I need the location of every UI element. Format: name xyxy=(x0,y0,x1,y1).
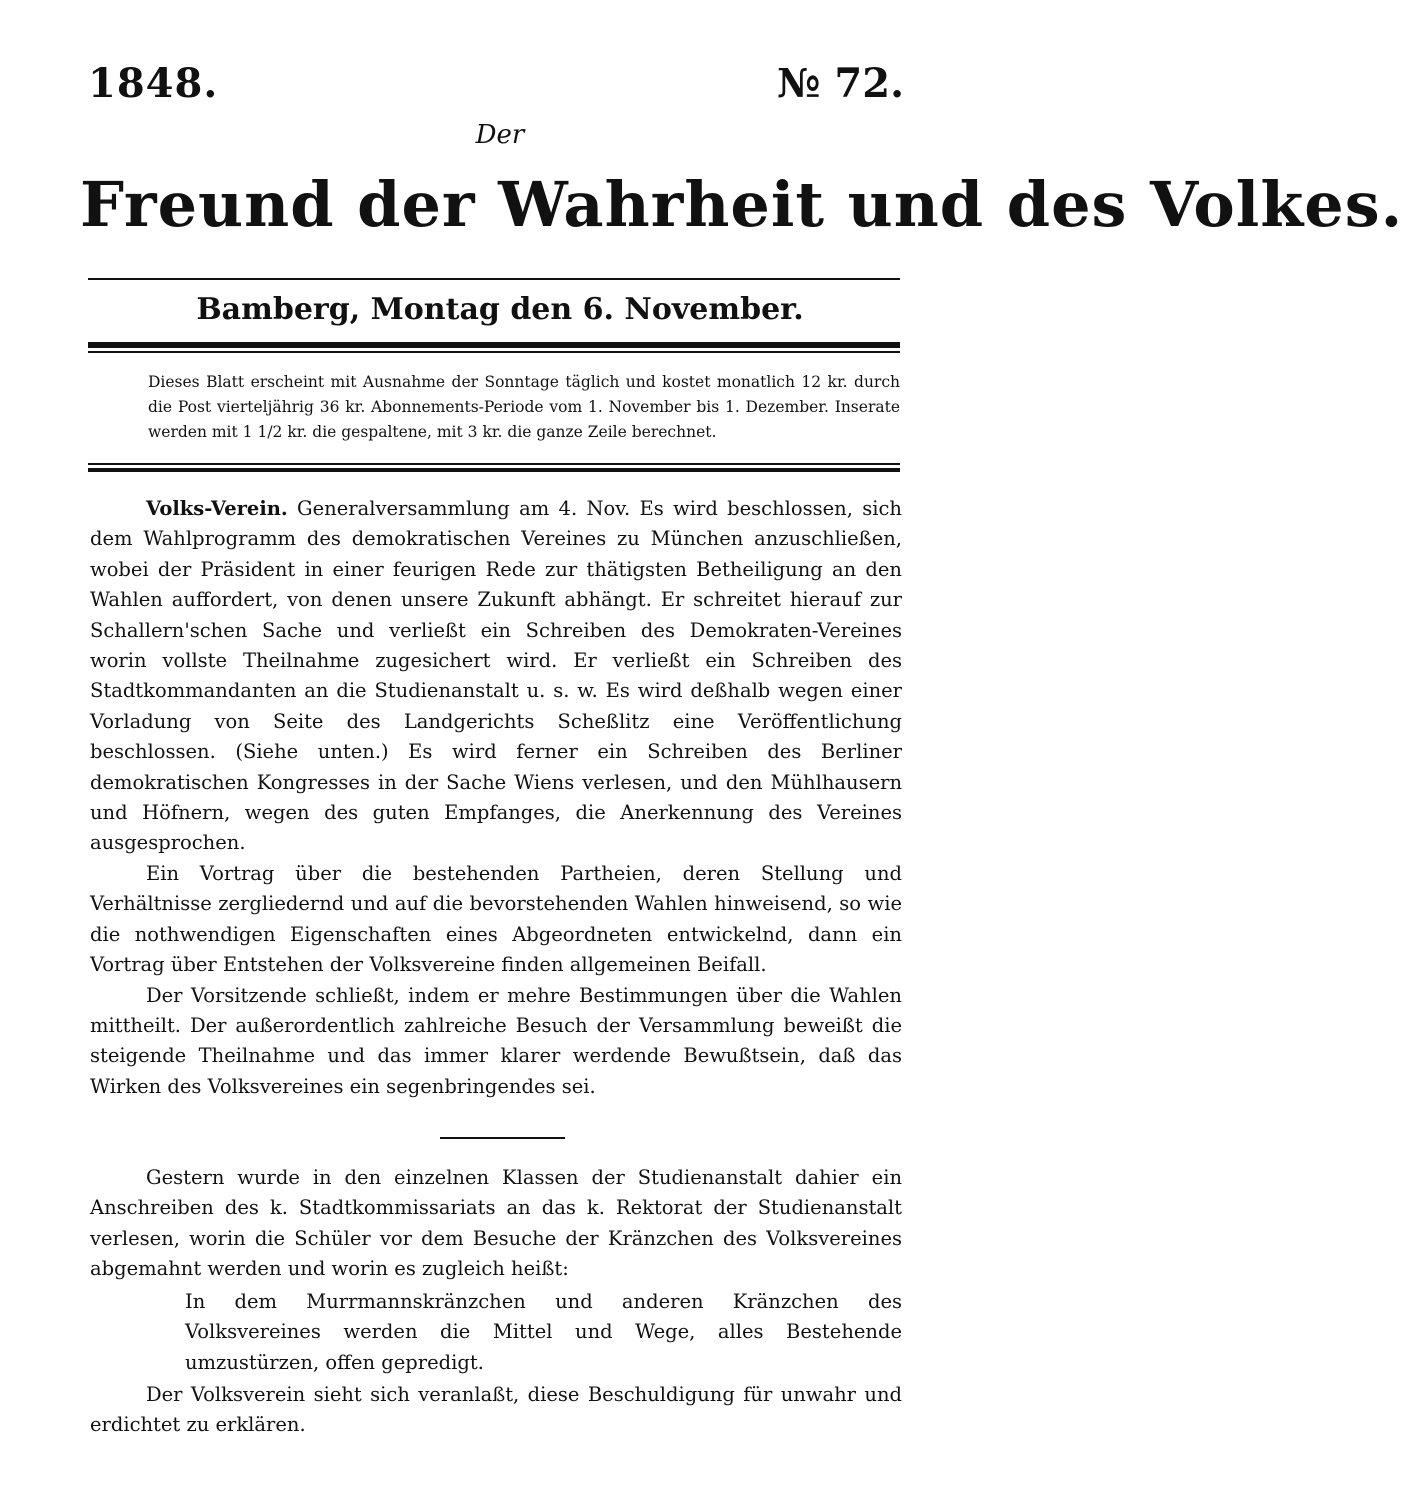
article-conclusion xyxy=(90,1380,902,1441)
article-paragraph: Gestern wurde in den einzelnen Klassen der Studienanstalt dahier ein Anschreiben des k. Stadtkommissariats an das k. Rektorat der Studienanstalt verlesen, worin die Schüler vor dem Besuche der Kränzchen des Volksvereines abgemahnt werden und worin es zugleich heißt: xyxy=(90,1166,902,1281)
rule-top xyxy=(88,278,900,280)
article-text: Generalversammlung am 4. Nov. Es wird beschlossen, sich dem Wahlprogramm des demokratischen Vereines zu München anzuschließen, wobei der Präsident in einer feurigen Rede zur thätigsten Betheiligung an den Wahlen auffordert, von denen unsere Zukunft abhängt. Er schreitet hierauf zur Schallern'schen Sache und verließt ein Schreiben des Demokraten-Vereines worin vollste Theilnahme zugesichert wird. Er verließt ein Schreiben des Stadtkommandanten an die Studienanstalt u. s. w. Es wird deßhalb wegen einer Vorladung von Seite des Landgerichts Scheßlitz eine Veröffentlichung beschlossen. (Siehe unten.) Es wird ferner ein Schreiben des Berliner demokratischen Kongresses in der Sache Wiens verlesen, und den Mühlhausern und Höfnern, wegen des guten Empfanges, die Anerkennung des Vereines ausgesprochen. xyxy=(90,497,902,855)
issue-number: № 72. xyxy=(777,60,904,107)
article-paragraph: Ein Vortrag über die bestehenden Partheien, deren Stellung und Verhältnisse zergliedernd und auf die bevorstehenden Wahlen hinweisend, so wie die nothwendigen Eigenschaften eines Abgeordneten entwickelnd, dann ein Vortrag über Entstehen der Volksvereine finden allgemeinen Beifall. xyxy=(90,861,902,977)
subscription-notice: Dieses Blatt erscheint mit Ausnahme der Sonntage täglich und kostet monatlich 12 kr. durch die Post vierteljährig 36 kr. Abonnements-Periode vom 1. November bis 1. Dezember. Inserate werden mit 1 1/2 kr. die gespaltene, mit 3 kr. die ganze Zeile berechnet. xyxy=(148,373,900,441)
year: 1848. xyxy=(88,60,219,107)
section-divider xyxy=(440,1137,565,1139)
rule-notice-thin xyxy=(88,463,900,465)
quoted-statement: In dem Murrmannskränzchen und anderen Kränzchen des Volksvereines werden die Mittel und Wege, alles Bestehende umzustürzen, offen gepredigt. xyxy=(185,1290,902,1374)
rule-thick xyxy=(88,342,900,348)
masthead-title: Freund der Wahrheit und des Volkes. xyxy=(80,168,1403,241)
rule-notice-thick xyxy=(88,468,900,472)
rule-thin xyxy=(88,351,900,353)
title-article: Der xyxy=(475,120,525,150)
dateline: Bamberg, Montag den 6. November. xyxy=(196,292,804,327)
article-paragraph xyxy=(90,494,902,859)
article-lead: Volks-Verein. xyxy=(146,497,288,520)
article-volksverein xyxy=(90,494,902,1102)
article-paragraph: Der Volksverein sieht sich veranlaßt, diese Beschuldigung für unwahr und erdichtet zu erklären. xyxy=(90,1383,902,1437)
article-studienanstalt xyxy=(90,1163,902,1285)
article-paragraph: Der Vorsitzende schließt, indem er mehre Bestimmungen über die Wahlen mittheilt. Der außerordentlich zahlreiche Besuch der Versammlung beweißt die steigende Theilnahme und das immer klarer werdende Bewußtsein, daß das Wirken des Volksvereines ein segenbringendes sei. xyxy=(90,983,902,1098)
